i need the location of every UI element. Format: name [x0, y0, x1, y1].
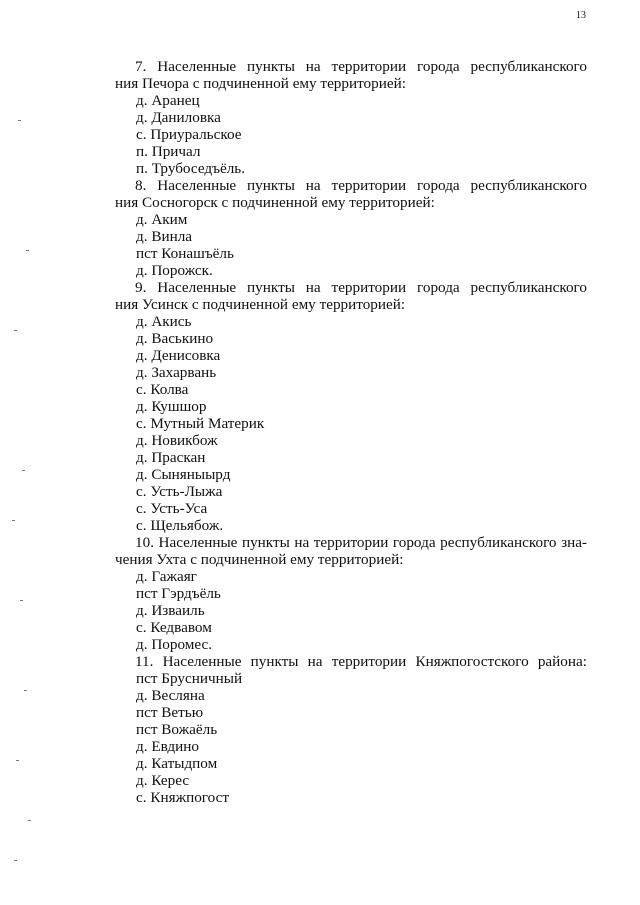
- settlement-item: д. Аранец: [136, 92, 200, 109]
- settlement-item: д. Керес: [136, 772, 190, 789]
- settlement-item: д. Захарвань: [136, 364, 217, 381]
- settlement-item: с. Княжпогост: [136, 789, 229, 806]
- settlement-item: д. Евдино: [136, 738, 199, 755]
- scan-speck: [26, 250, 29, 251]
- settlement-item: п. Трубоседъёль.: [136, 160, 245, 177]
- settlement-item: пст Конашъёль: [136, 245, 234, 262]
- section-heading: 8. Населенные пункты на территории города республиканского: [135, 177, 587, 194]
- settlement-item: с. Кедвавом: [136, 619, 212, 636]
- section-heading: 7. Населенные пункты на территории города республиканского: [135, 58, 587, 75]
- scan-speck: [22, 470, 25, 471]
- settlement-item: с. Мутный Материк: [136, 415, 265, 432]
- settlement-item: пст Брусничный: [136, 670, 243, 687]
- settlement-item: д. Праскан: [136, 449, 206, 466]
- settlement-item: д. Васькино: [136, 330, 214, 347]
- settlement-item: д. Гажаяг: [136, 568, 197, 585]
- scan-speck: [20, 600, 23, 601]
- scan-speck: [14, 860, 17, 861]
- settlement-item: д. Аким: [136, 211, 188, 228]
- scan-speck: [28, 820, 31, 821]
- settlement-item: д. Даниловка: [136, 109, 221, 126]
- scan-speck: [16, 760, 19, 761]
- settlement-item: д. Кушшор: [136, 398, 207, 415]
- settlement-item: д. Порожск.: [136, 262, 213, 279]
- settlement-item: с. Усть-Уса: [136, 500, 208, 517]
- settlement-item: с. Колва: [136, 381, 189, 398]
- settlement-item: д. Акись: [136, 313, 192, 330]
- section-heading-continuation: ния Печора с подчиненной ему территорией:: [115, 75, 406, 92]
- settlement-item: с. Щельябож.: [136, 517, 224, 534]
- settlement-item: пст Вожаёль: [136, 721, 218, 738]
- settlement-item: д. Изваиль: [136, 602, 205, 619]
- settlement-item: д. Винла: [136, 228, 193, 245]
- settlement-item: с. Усть-Лыжа: [136, 483, 223, 500]
- settlement-item: д. Поромес.: [136, 636, 213, 653]
- section-heading: 9. Населенные пункты на территории города республиканского: [135, 279, 587, 296]
- settlement-item: д. Новикбож: [136, 432, 218, 449]
- settlement-item: д. Весляна: [136, 687, 205, 704]
- settlement-item: д. Сыняныырд: [136, 466, 231, 483]
- document-body: [115, 58, 587, 806]
- section-heading: 11. Населенные пункты на территории Княжпогостского района:: [135, 653, 587, 670]
- settlement-item: п. Причал: [136, 143, 201, 160]
- settlement-item: пст Ветью: [136, 704, 204, 721]
- section-heading-continuation: ния Сосногорск с подчиненной ему территорией:: [115, 194, 435, 211]
- scan-speck: [14, 330, 17, 331]
- settlement-item: пст Гэрдъёль: [136, 585, 221, 602]
- scan-speck: [24, 690, 27, 691]
- page-number: 13: [576, 10, 586, 21]
- scan-speck: [12, 520, 15, 521]
- settlement-item: д. Катыдпом: [136, 755, 218, 772]
- settlement-item: с. Приуральское: [136, 126, 242, 143]
- section-heading-continuation: ния Усинск с подчиненной ему территорией:: [115, 296, 406, 313]
- section-heading: 10. Населенные пункты на территории города республиканского зна-: [135, 534, 587, 551]
- section-heading-continuation: чения Ухта с подчиненной ему территорией:: [115, 551, 404, 568]
- settlement-item: д. Денисовка: [136, 347, 221, 364]
- scan-speck: [18, 120, 21, 121]
